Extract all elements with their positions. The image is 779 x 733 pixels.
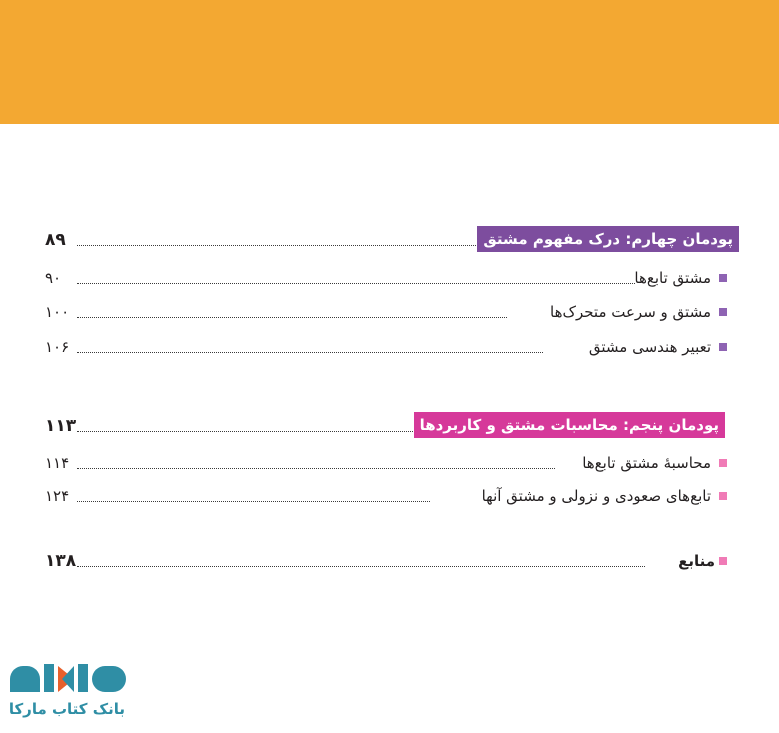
toc-page-number: ۱۰۰ [45,303,70,321]
toc-item[interactable] [45,264,735,288]
toc-page-number: ۱۳۸ [45,551,77,571]
toc-leader-dots [77,468,555,469]
toc-leader-dots [77,431,459,432]
square-bullet-icon [719,308,727,316]
toc-references-title: منابع [678,552,715,570]
toc-leader-dots [77,317,507,318]
toc-item-title: مشتق و سرعت متحرک‌ها [550,303,711,321]
toc-item-title: محاسبهٔ مشتق تابع‌ها [582,454,711,472]
toc-chapter-title: پودمان چهارم: درک مفهوم مشتق [477,226,739,252]
toc-leader-dots [77,566,645,567]
toc-chapter-title: پودمان پنجم: محاسبات مشتق و کاربردها [414,412,725,438]
toc-item[interactable] [45,482,735,506]
toc-item-title: تعبیر هندسی مشتق [588,338,711,356]
square-bullet-icon [719,557,727,565]
marka-logo-icon [10,662,126,696]
toc-chapter-4[interactable] [45,226,735,250]
square-bullet-icon [719,274,727,282]
toc-leader-dots [77,352,543,353]
square-bullet-icon [719,492,727,500]
toc-item[interactable] [45,449,735,473]
toc-item[interactable] [45,333,735,357]
toc-page-number: ۸۹ [45,230,66,250]
toc-leader-dots [77,245,530,246]
toc-item[interactable] [45,298,735,322]
square-bullet-icon [719,343,727,351]
toc-item-title: مشتق تابع‌ها [634,269,711,287]
toc-page-number: ۱۱۳ [45,416,77,436]
toc-page-number: ۹۰ [45,269,62,287]
toc-item-title: تابع‌های صعودی و نزولی و مشتق آنها [481,487,711,505]
toc-page-number: ۱۱۴ [45,454,70,472]
square-bullet-icon [719,459,727,467]
toc-leader-dots [77,283,635,284]
toc-page-number: ۱۰۶ [45,338,70,356]
toc-page-number: ۱۲۴ [45,487,70,505]
toc-references[interactable] [45,547,735,571]
logo-caption: بانک کتاب مارکا [8,700,125,718]
toc-leader-dots [77,501,430,502]
toc-chapter-5[interactable] [45,412,735,436]
